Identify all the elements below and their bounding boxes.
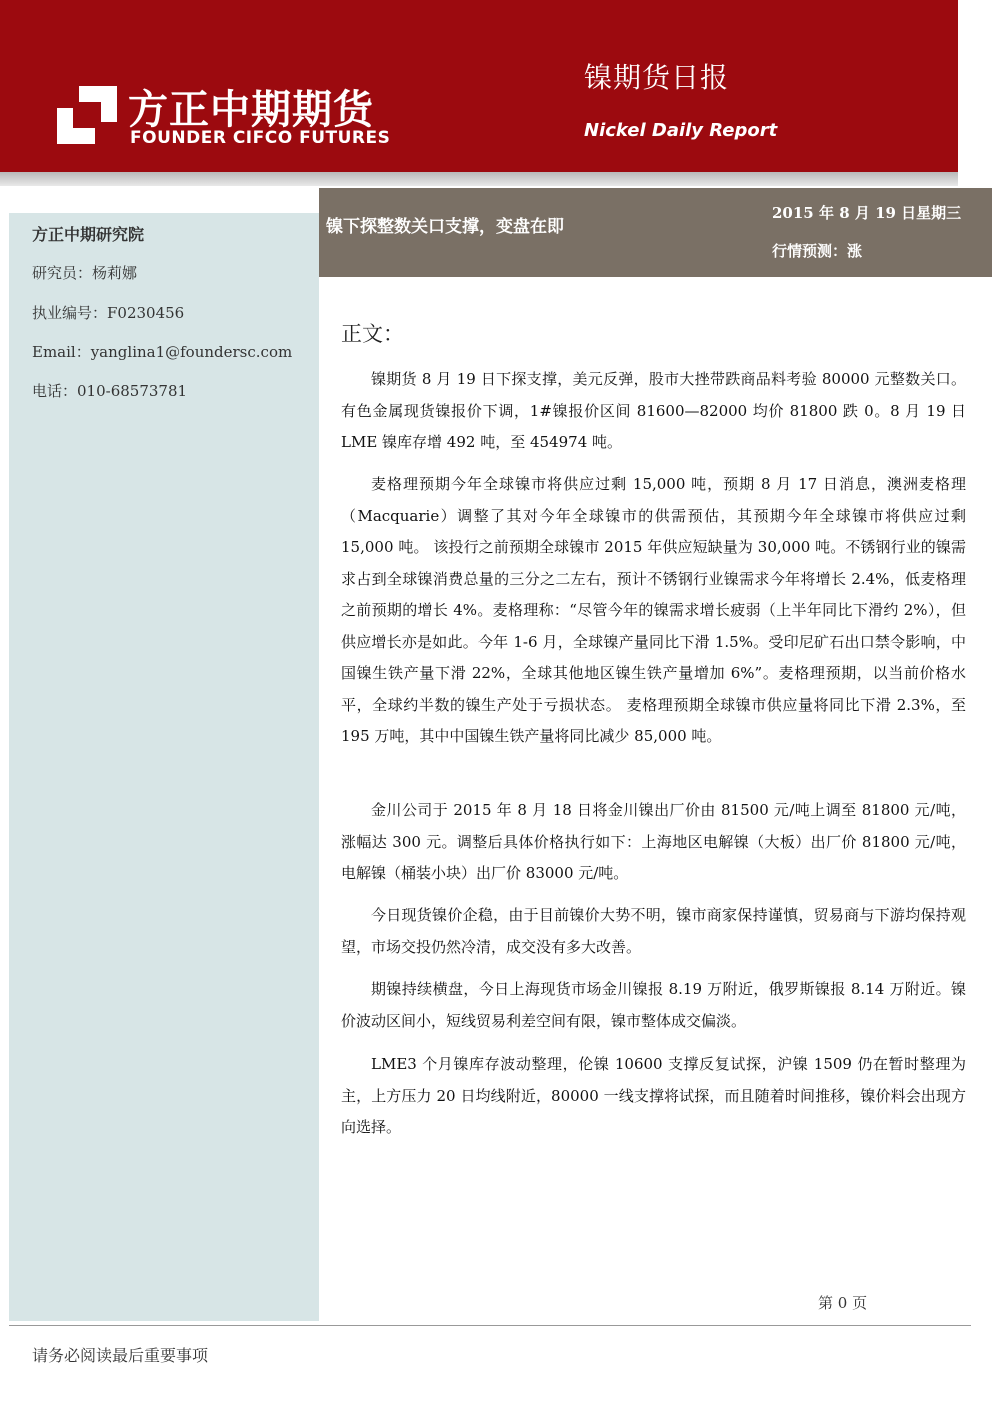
report-title-cn: 镍期货日报 [584, 61, 730, 94]
founder-logo-icon [57, 86, 117, 144]
report-headline: 镍下探整数关口支撑，变盘在即 [326, 217, 564, 237]
banner-edge [958, 0, 992, 185]
research-institute: 方正中期研究院 [32, 225, 145, 244]
license-number: 执业编号：F0230456 [32, 304, 185, 322]
paragraph-4: 今日现货镍价企稳，由于目前镍价大势不明，镍市商家保持谨慎，贸易商与下游均保持观望，市场交投仍然冷清，成交没有多大改善。 [341, 906, 966, 956]
page-number: 第 0 页 [818, 1294, 868, 1312]
email-contact[interactable]: Email：yanglina1@foundersc.com [32, 343, 293, 361]
phone-contact: 电话：010-68573781 [32, 382, 188, 400]
analyst-name: 研究员：杨莉娜 [32, 264, 138, 282]
paragraph-2: 麦格理预期今年全球镍市将供应过剩 15,000 吨，预期 8 月 17 日消息，澳洲麦格理（Macquarie）调整了其对今年全球镍市的供需预估，其预期今年全球镍市将供应过剩 15,000 吨。 该投行之前预期全球镍市 2015 年供应短缺量为 30,000 吨。不锈钢行业的镍需求占到全球镍消费总量的三分之二左右，预计不锈钢行业镍需求今年将增长 2.4%，低麦格理之前预期的增长 4%。麦格理称：“尽管今年的镍需求增长疲弱（上半年同比下滑约 2%），但供应增长亦是如此。今年 1-6 月，全球镍产量同比下滑 1.5%。受印尼矿石出口禁令影响，中国镍生铁产量下滑 22%，全球其他地区镍生铁产量增加 6%”。麦格理预期，以当前价格水平，全球约半数的镍生产处于亏损状态。 麦格理预期全球镍市供应量将同比下滑 2.3%，至 195 万吨，其中中国镍生铁产量将同比减少 85,000 吨。 [341, 475, 966, 745]
disclaimer-notice: 请务必阅读最后重要事项 [32, 1346, 209, 1365]
paragraph-3: 金川公司于 2015 年 8 月 18 日将金川镍出厂价由 81500 元/吨上调至 81800 元/吨，涨幅达 300 元。调整后具体价格执行如下：上海地区电解镍（大板）出厂价 81800 元/吨，电解镍（桶装小块）出厂价 83000 元/吨。 [341, 801, 966, 882]
report-title-en: Nickel Daily Report [584, 120, 778, 141]
company-name-cn: 方正中期期货 [128, 87, 374, 133]
footer-divider [9, 1325, 971, 1326]
company-name-en: FOUNDER CIFCO FUTURES [130, 128, 391, 148]
paragraph-6: LME3 个月镍库存波动整理，伦镍 10600 支撑反复试探，沪镍 1509 仍在暂时整理为主，上方压力 20 日均线附近，80000 一线支撑将试探，而且随着时间推移，镍价料会出现方向选择。 [341, 1055, 966, 1136]
banner-shadow [0, 172, 958, 186]
paragraph-5: 期镍持续横盘，今日上海现货市场金川镍报 8.19 万附近，俄罗斯镍报 8.14 万附近。镍价波动区间小，短线贸易利差空间有限，镍市整体成交偏淡。 [341, 980, 966, 1030]
section-title: 正文： [341, 322, 404, 346]
market-forecast: 行情预测：涨 [772, 242, 863, 260]
report-date: 2015 年 8 月 19 日星期三 [772, 204, 962, 222]
paragraph-1: 镍期货 8 月 19 日下探支撑，美元反弹，股市大挫带跌商品料考验 80000 元整数关口。有色金属现货镍报价下调，1#镍报价区间 81600—82000 均价 81800 跌 0。8 月 19 日 LME 镍库存增 492 吨，至 454974 吨。 [341, 370, 966, 451]
